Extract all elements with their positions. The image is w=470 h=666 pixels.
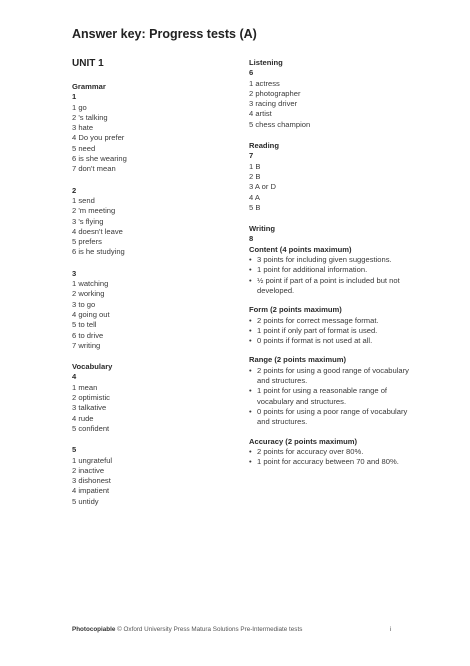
bullet-icon: • (249, 325, 252, 335)
criteria-item (249, 265, 409, 275)
exercise-number: 3 (72, 268, 77, 278)
criteria-item (249, 386, 409, 407)
exercise-number: 7 (249, 151, 254, 161)
answer-item: 5 chess champion (249, 119, 311, 129)
criteria-list (249, 366, 409, 428)
answer-item: 4 impatient (72, 486, 110, 496)
exercise-number: 5 (72, 445, 77, 455)
section-heading-reading: Reading (249, 141, 279, 151)
criteria-text: 0 points for using a poor range of vocabulary and structures. (257, 406, 408, 427)
answer-item: 5 to tell (72, 320, 97, 330)
answer-item: 5 need (72, 143, 96, 153)
criteria-item (249, 457, 409, 467)
answer-list (249, 79, 409, 130)
criteria-item (249, 407, 409, 428)
answer-list (72, 279, 222, 351)
answer-item: 4 A (249, 192, 260, 202)
criteria-heading-range: Range (2 points maximum) (249, 355, 347, 365)
exercise-number: 2 (72, 185, 77, 195)
answer-item: 4 artist (249, 109, 272, 119)
criteria-item (249, 336, 409, 346)
answer-item: 2 's talking (72, 112, 108, 122)
answer-item: 1 ungrateful (72, 455, 113, 465)
answer-list (72, 456, 222, 507)
answer-item: 4 rude (72, 413, 94, 423)
answer-item: 2 'm meeting (72, 206, 116, 216)
answer-item: 7 don't mean (72, 164, 116, 174)
criteria-item (249, 316, 409, 326)
answer-item: 6 to drive (72, 330, 104, 340)
answer-item: 2 B (249, 171, 261, 181)
answer-item: 2 working (72, 289, 105, 299)
answer-item: 4 doesn't leave (72, 226, 123, 236)
answer-item: 1 watching (72, 279, 109, 289)
answer-item: 6 is he studying (72, 247, 125, 257)
footer (72, 626, 402, 633)
criteria-list (249, 447, 409, 468)
criteria-heading-accuracy: Accuracy (2 points maximum) (249, 436, 358, 446)
bullet-icon: • (249, 255, 252, 265)
answer-item: 5 B (249, 202, 261, 212)
bullet-icon: • (249, 275, 252, 285)
criteria-item (249, 326, 409, 336)
footer-text: © Oxford University Press Matura Solutions Pre-Intermediate tests (117, 626, 303, 633)
right-column (249, 58, 409, 467)
bullet-icon: • (249, 457, 252, 467)
criteria-heading-content: Content (4 points maximum) (249, 244, 352, 254)
exercise-number: 6 (249, 68, 254, 78)
criteria-item (249, 255, 409, 265)
answer-item: 5 untidy (72, 496, 99, 506)
answer-item: 3 to go (72, 299, 96, 309)
criteria-text: 1 point if only part of format is used. (257, 325, 378, 335)
criteria-text: 2 points for using a good range of vocabulary and structures. (257, 365, 409, 386)
criteria-text: 1 point for additional information. (257, 265, 368, 275)
answer-item: 3 A or D (249, 182, 277, 192)
page-number: i (390, 626, 392, 633)
answer-item: 6 is she wearing (72, 154, 127, 164)
bullet-icon: • (249, 446, 252, 456)
criteria-heading-form: Form (2 points maximum) (249, 305, 342, 315)
criteria-list (249, 316, 409, 347)
criteria-text: 1 point for accuracy between 70 and 80%. (257, 457, 399, 467)
bullet-icon: • (249, 315, 252, 325)
bullet-icon: • (249, 406, 252, 416)
criteria-text: ½ point if part of a point is included but not developed. (257, 275, 400, 295)
answer-item: 3 talkative (72, 403, 107, 413)
answer-item: 1 go (72, 102, 87, 112)
answer-item: 3 hate (72, 123, 94, 133)
answer-item: 5 confident (72, 423, 110, 433)
answer-list (72, 383, 222, 434)
criteria-text: 3 points for including given suggestions. (257, 255, 392, 265)
left-column (72, 58, 222, 507)
answer-item: 3 dishonest (72, 476, 111, 486)
section-heading-writing: Writing (249, 224, 276, 234)
answer-item: 4 going out (72, 309, 110, 319)
criteria-item (249, 276, 409, 297)
criteria-text: 0 points if format is not used at all. (257, 336, 373, 346)
criteria-item (249, 447, 409, 457)
answer-item: 2 photographer (249, 88, 301, 98)
section-heading-listening: Listening (249, 58, 283, 67)
answer-item: 1 send (72, 195, 95, 205)
answer-item: 1 actress (249, 78, 280, 88)
exercise-number: 8 (249, 234, 254, 244)
answer-item: 2 optimistic (72, 393, 110, 403)
section-heading-grammar: Grammar (72, 82, 106, 91)
answer-item: 1 B (249, 161, 261, 171)
answer-item: 3 's flying (72, 216, 104, 226)
exercise-number: 1 (72, 92, 77, 102)
footer-label: Photocopiable (72, 626, 116, 633)
answer-item: 7 writing (72, 340, 101, 350)
answer-item: 1 mean (72, 382, 98, 392)
answer-item: 3 racing driver (249, 99, 298, 109)
criteria-text: 1 point for using a reasonable range of vocabulary and structures. (257, 386, 388, 406)
bullet-icon: • (249, 265, 252, 275)
criteria-item (249, 366, 409, 387)
answer-list (249, 162, 409, 213)
answer-list (72, 103, 222, 175)
criteria-text: 2 points for accuracy over 80%. (257, 446, 364, 456)
bullet-icon: • (249, 365, 252, 375)
section-heading-vocabulary: Vocabulary (72, 362, 113, 372)
criteria-list (249, 255, 409, 296)
page-title: Answer key: Progress tests (A) (72, 27, 257, 41)
unit-heading: UNIT 1 (72, 58, 104, 69)
answer-item: 4 Do you prefer (72, 133, 125, 143)
answer-list (72, 196, 222, 258)
exercise-number: 4 (72, 372, 77, 382)
answer-item: 2 inactive (72, 465, 105, 475)
bullet-icon: • (249, 386, 252, 396)
bullet-icon: • (249, 336, 252, 346)
answer-item: 5 prefers (72, 237, 102, 247)
criteria-text: 2 points for correct message format. (257, 315, 379, 325)
